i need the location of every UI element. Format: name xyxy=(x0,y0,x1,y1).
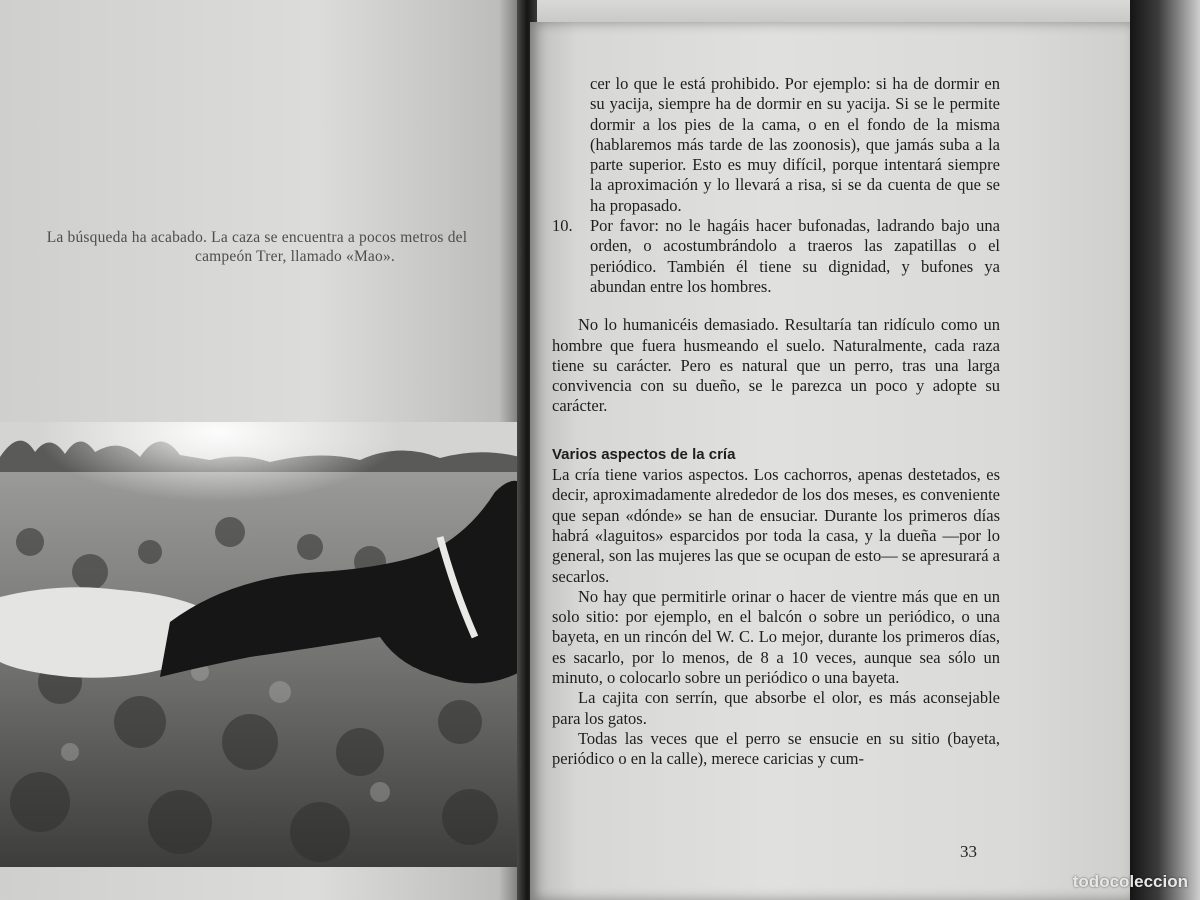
section-paragraph-3: La cajita con serrín, que absorbe el olor, es más aconsejable para los gatos. xyxy=(552,688,1000,728)
right-page xyxy=(530,22,1130,900)
section-paragraph-4: Todas las veces que el perro se ensucie en su sitio (bayeta, periódico o en la calle), merece caricias y cum- xyxy=(552,728,1000,769)
caption-line-1: La búsqueda ha acabado. La caza se encuentra a pocos metros del xyxy=(46,229,468,246)
photo-caption xyxy=(0,228,520,266)
paragraph-humanize: No lo humanicéis demasiado. Resultaría tan ridículo como un hombre que fuera husmeando el suelo. Naturalmente, cada raza tiene su carácter. Pero es natural que un perro, tras una larga convivencia con su dueño, se le parezca un poco y adopte su carácter. xyxy=(552,315,1000,416)
watermark: todocoleccion xyxy=(1072,872,1188,891)
paragraph-item9-continued: cer lo que le está prohibido. Por ejemplo: si ha de dormir en su yacija, siempre ha de dormir en su yacija. Si se le permite dormir a los pies de la cama, o en el fondo de la misma (hablaremos más tarde de las zoonosis), que jamás suba a la parte superior. Esto es muy difícil, porque intentará siempre la aproximación y lo llevará a risa, si se da cuenta de que se ha propasado. xyxy=(590,74,1000,215)
section-paragraph-2: No hay que permitirle orinar o hacer de vientre más que en un solo sitio: por ejemplo, en el balcón o sobre un periódico, o una bayeta, en un rincón del W. C. Lo mejor, durante los primeros días, es sacarlo, por lo menos, de 8 a 10 veces, aunque sea sólo un minuto, o colocarlo sobre un periódico o una bayeta. xyxy=(552,586,1000,688)
page-text xyxy=(552,74,1000,770)
section-paragraph-1: La cría tiene varios aspectos. Los cachorros, apenas destetados, es decir, aproximadamente alrededor de los dos meses, es conveniente que sepan «dónde» se han de ensuciar. Durante los primeros días habrá «laguitos» esparcidos por toda la casa, y la dueña —por lo general, son las mujeres las que se ocupan de esto— se apresurará a secarlos. xyxy=(552,465,1000,586)
list-item-text: Por favor: no le hagáis hacer bufonadas, ladrando bajo una orden, o acostumbrándolo a traeros las zapatillas o el periódico. También él tiene su dignidad, y bufones ya abundan entre los hombres. xyxy=(590,216,1000,296)
background-right xyxy=(1130,0,1200,900)
caption-line-2: campeón Trer, llamado «Mao». xyxy=(195,248,395,265)
list-item-10 xyxy=(552,216,1000,297)
list-number: 10. xyxy=(552,216,573,236)
dog-hunting-photo xyxy=(0,422,520,867)
page-number: 33 xyxy=(960,842,977,861)
section-heading: Varios aspectos de la cría xyxy=(552,445,736,463)
left-page xyxy=(0,0,525,900)
